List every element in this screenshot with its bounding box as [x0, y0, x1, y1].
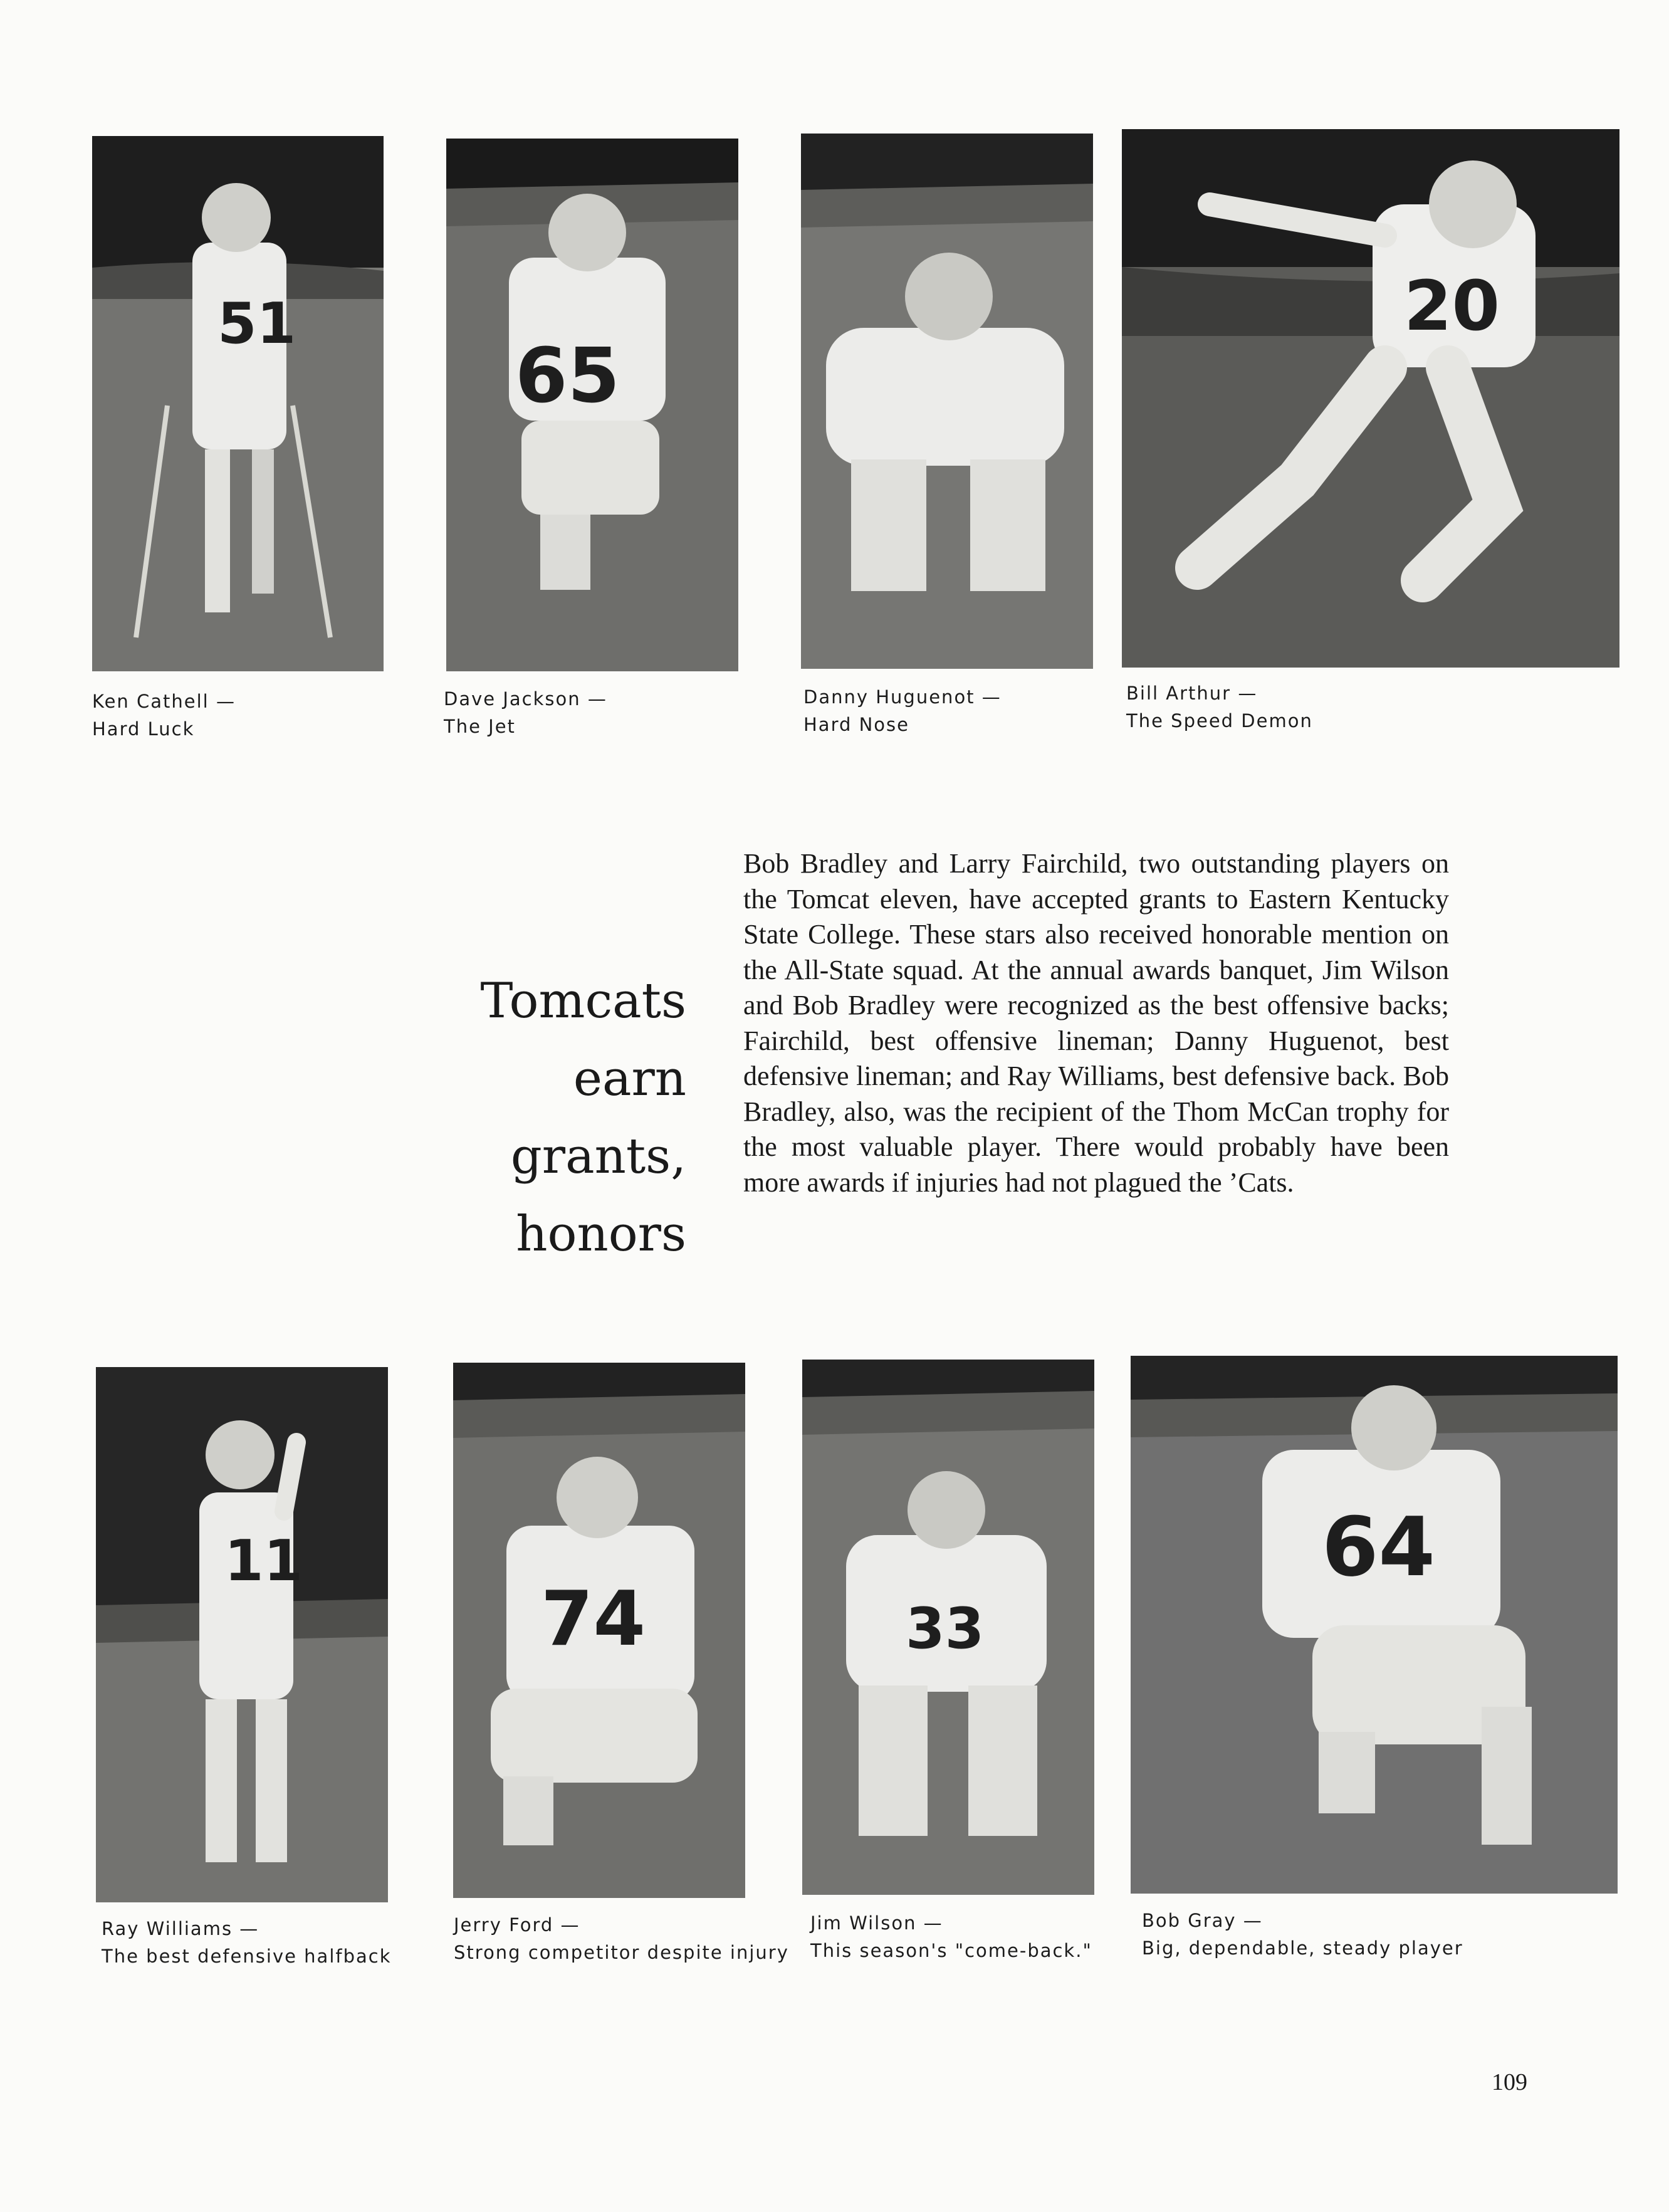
heading-line-1: Tomcats earn [480, 973, 686, 1107]
heading-line-2: grants, honors [510, 1128, 686, 1262]
jersey-number: 65 [515, 333, 620, 420]
article-body: Bob Bradley and Larry Fairchild, two outstanding players on the Tomcat eleven, have accepted grants to Eastern Kentucky State College. These stars also received honorable mention on the All-State squad. At the annual awards banquet, Jim Wilson and Bob Bradley were recognized as the best offensive backs; Fairchild, best offensive lineman; Danny Huguenot, best defensive lineman; and Ray Williams, best defensive back. Bob Bradley, also, was the recipient of the Thom McCan trophy for the most valuable player. There would probably have been more awards if injuries had not plagued the ’Cats. [743, 848, 1449, 1198]
player-name: Ray Williams — [102, 1918, 259, 1939]
jersey-number: 20 [1404, 266, 1500, 346]
jersey-number: 64 [1322, 1499, 1435, 1595]
caption-danny-huguenot [803, 683, 1002, 738]
caption-bob-gray [1142, 1907, 1463, 1962]
player-name: Jim Wilson — [810, 1912, 943, 1934]
player-nickname: Hard Nose [803, 714, 910, 735]
caption-ray-williams [102, 1915, 392, 1970]
jersey-number: 74 [541, 1576, 646, 1663]
photo-jim-wilson [802, 1360, 1094, 1895]
player-nickname: The Jet [444, 716, 516, 737]
player-nickname: Big, dependable, steady player [1142, 1937, 1463, 1959]
player-nickname: This season's "come-back." [810, 1940, 1092, 1961]
caption-dave-jackson [444, 685, 607, 740]
photo-danny-huguenot [801, 134, 1093, 669]
jersey-number: 51 [217, 291, 296, 357]
player-name: Jerry Ford — [454, 1914, 580, 1936]
player-name: Ken Cathell — [92, 691, 236, 712]
caption-jerry-ford [454, 1911, 789, 1966]
article-heading [370, 962, 686, 1273]
photo-bob-gray [1131, 1356, 1618, 1894]
player-name: Bob Gray — [1142, 1910, 1263, 1931]
jersey-number: 11 [224, 1528, 303, 1594]
page-number: 109 [1492, 2069, 1527, 2095]
player-name: Bill Arthur — [1126, 683, 1258, 704]
caption-bill-arthur [1126, 679, 1313, 735]
photo-bill-arthur [1122, 129, 1619, 668]
player-name: Danny Huguenot — [803, 686, 1002, 708]
photo-jerry-ford [453, 1363, 745, 1898]
player-name: Dave Jackson — [444, 688, 607, 710]
photo-ken-cathell [92, 136, 384, 671]
player-nickname: The Speed Demon [1126, 710, 1313, 731]
photo-ray-williams [96, 1367, 388, 1902]
player-nickname: Hard Luck [92, 718, 195, 740]
player-nickname: Strong competitor despite injury [454, 1942, 789, 1963]
jersey-number: 33 [906, 1596, 985, 1662]
caption-jim-wilson [810, 1909, 1092, 1964]
caption-ken-cathell [92, 688, 236, 743]
player-nickname: The best defensive halfback [102, 1946, 392, 1967]
photo-dave-jackson [446, 139, 738, 671]
